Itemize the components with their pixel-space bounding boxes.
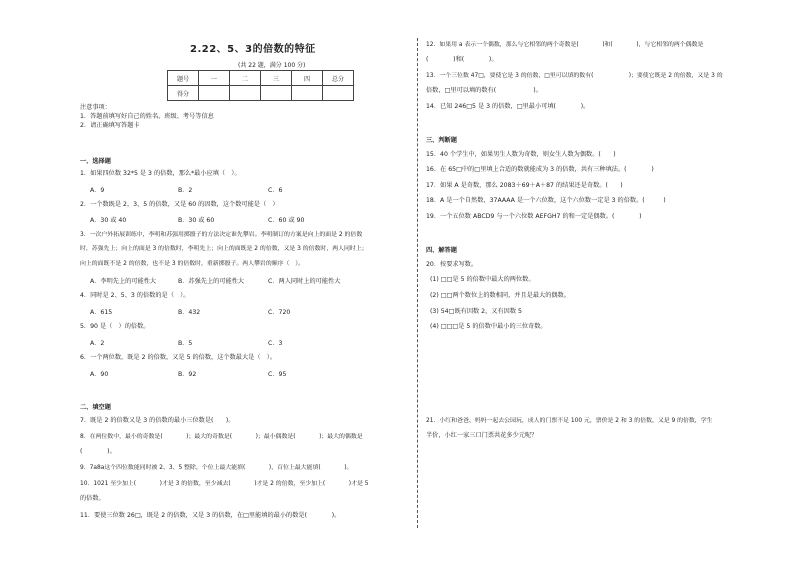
- option: C．95: [268, 371, 287, 378]
- option: A．90: [90, 371, 109, 378]
- option: B．92: [178, 371, 197, 378]
- score-header-cell: 四: [292, 71, 323, 86]
- option: B．2: [178, 187, 193, 194]
- option: C．3: [268, 340, 283, 347]
- score-cell: [199, 86, 230, 101]
- score-row-label: 得分: [168, 86, 199, 101]
- section-heading-fill: 二、填空题: [80, 404, 111, 411]
- question-3: 向上的面既不是 2 的倍数，也不是 3 的倍数时，重新掷骰子。两人攀岩的顺序（ ）。: [80, 261, 305, 267]
- section-heading-judge: 三、判断题: [426, 137, 457, 144]
- score-cell: [323, 86, 354, 101]
- option: A．2: [90, 340, 105, 347]
- score-header-cell: 题号: [168, 71, 199, 86]
- option: A．615: [90, 309, 113, 316]
- score-cell: [261, 86, 292, 101]
- option: B．30 或 60: [178, 217, 215, 224]
- question-10: 的倍数。: [80, 495, 105, 502]
- section-heading-solve: 四、解答题: [426, 247, 457, 254]
- question-16: 16．在 65□中的□里填上合适的数就能成为 3 的倍数，共有三种填法。( ): [426, 166, 654, 173]
- option: C．两人同时上的可能性大: [268, 278, 341, 285]
- question-12: ( )和( )。: [426, 56, 498, 63]
- score-table-header-row: [168, 71, 354, 86]
- option: B．苏强先上的可能性大: [178, 278, 245, 285]
- question-19: 19．一个五位数 ABCD9 与一个六位数 AEFGH7 的和一定是偶数。( ): [426, 213, 642, 220]
- question-20-item: (3) 54□既有因数 2，又有因数 5: [430, 308, 522, 315]
- page-subtitle: (共 22 题，满分 100 分): [238, 62, 306, 69]
- question-8: 8．在两位数中，最小的奇数是( )；最大的奇数是( )；最小偶数是( )；最大的偶数是: [80, 434, 363, 440]
- option: C．60 或 90: [268, 217, 305, 224]
- question-15: 15．40 个学生中，如果男生人数为奇数，则女生人数为偶数。( ): [426, 151, 616, 158]
- question-12: 12．如果用 a 表示一个偶数，那么与它相邻的两个奇数是( )和( )，与它相邻的两个偶数是: [426, 42, 704, 48]
- question-5: 5．90 是（ ）的倍数。: [80, 323, 150, 330]
- notes-item: 1．答题前填写好自己的姓名、班级、考号等信息: [80, 113, 214, 120]
- option: A．李明先上的可能性大: [90, 278, 157, 285]
- question-7: 7．既是 2 的倍数又是 3 的倍数的最小三位数是( )。: [80, 417, 235, 424]
- score-table-score-row: [168, 86, 354, 101]
- option: B．432: [178, 309, 201, 316]
- question-10: 10．1021 至少加上( )才是 3 的倍数，至少减去( )才是 2 的倍数，至少加上( )才是 5: [80, 481, 369, 487]
- question-4: 4．同时是 2、5、3 的倍数的是（ ）。: [80, 292, 190, 299]
- score-header-cell: 二: [230, 71, 261, 86]
- option: A．9: [90, 187, 105, 194]
- question-17: 17．如果 A 是奇数，那么 2083＋69＋A＋87 的结果还是奇数。( ): [426, 182, 623, 189]
- question-21: 21．小红和爸爸、妈妈一起去公园玩，成人的门票不足 100 元，票价是 2 和 3 的倍数，又是 9 的倍数，学生: [426, 418, 713, 424]
- question-14: 14．已知 246□5 是 3 的倍数，□里最小可填( )。: [426, 103, 590, 110]
- option: B．5: [178, 340, 193, 347]
- page-title: 2.22、5、3的倍数的特征: [190, 44, 316, 55]
- option: A．30 或 40: [90, 217, 127, 224]
- question-6: 6．一个两位数，既是 2 的倍数，又是 5 的倍数，这个数最大是（ ）。: [80, 354, 277, 361]
- score-table: [167, 70, 354, 101]
- column-divider: [417, 38, 418, 528]
- question-2: 2．一个数既是 2，3，5 的倍数，又是 60 的因数，这个数可能是（ ）: [80, 201, 279, 208]
- question-20-item: (2) □□两个数位上的数相同，并且是最大的偶数。: [430, 292, 570, 299]
- score-cell: [292, 86, 323, 101]
- section-heading-choice: 一、选择题: [80, 158, 111, 165]
- question-11: 11．要使三位数 26□，既是 2 的倍数，又是 3 的倍数，在□里能填的最小的数是( )。: [80, 512, 341, 519]
- question-8: ( )。: [80, 448, 116, 455]
- question-20: 20．按要求写数。: [426, 261, 478, 268]
- notes-heading: 注意事项：: [80, 104, 111, 111]
- question-3: 时，苏强先上；向上的面是 3 的倍数时，李明先上；向上的面既是 2 的倍数，又是 3 的倍数时，两人同时上；: [80, 246, 368, 252]
- score-header-cell: 三: [261, 71, 292, 86]
- question-21: 半价，小红一家三口门票共花多少元呢？: [426, 432, 538, 439]
- score-cell: [230, 86, 261, 101]
- question-1: 1．如果四位数 32*5 是 3 的倍数，那么*最小应填（ ）。: [80, 170, 241, 177]
- question-3: 3．一次户外拓展训练中，李明和苏强用掷骰子的方法决定谁先攀岩。李明制订的方案是向上的面是 2 的倍数: [80, 232, 363, 238]
- question-9: 9．7a8a这个四位数能同时被 2、3、5 整除，个位上最大能填( )，百位上最大能填( )。: [80, 465, 353, 471]
- question-13: 倍数，□里可以填的数有( )。: [426, 87, 542, 94]
- notes-item: 2．请正确填写答题卡: [80, 122, 140, 129]
- option: C．6: [268, 187, 283, 194]
- question-13: 13．一个三位数 47□，要使它是 3 的倍数，□里可以填的数有( )；要使它既是 2 的倍数，又是 3 的: [426, 73, 723, 79]
- question-20-item: (1) □□是 5 的倍数中最大的两位数。: [430, 276, 535, 283]
- question-20-item: (4) □□□是 5 的倍数中最小的三位奇数。: [430, 323, 547, 330]
- score-header-cell: 一: [199, 71, 230, 86]
- question-18: 18．A 是一个自然数，37AAAA 是一个六位数，这个六位数一定是 3 的倍数。( ): [426, 197, 666, 204]
- score-header-cell: 总分: [323, 71, 354, 86]
- option: C．720: [268, 309, 291, 316]
